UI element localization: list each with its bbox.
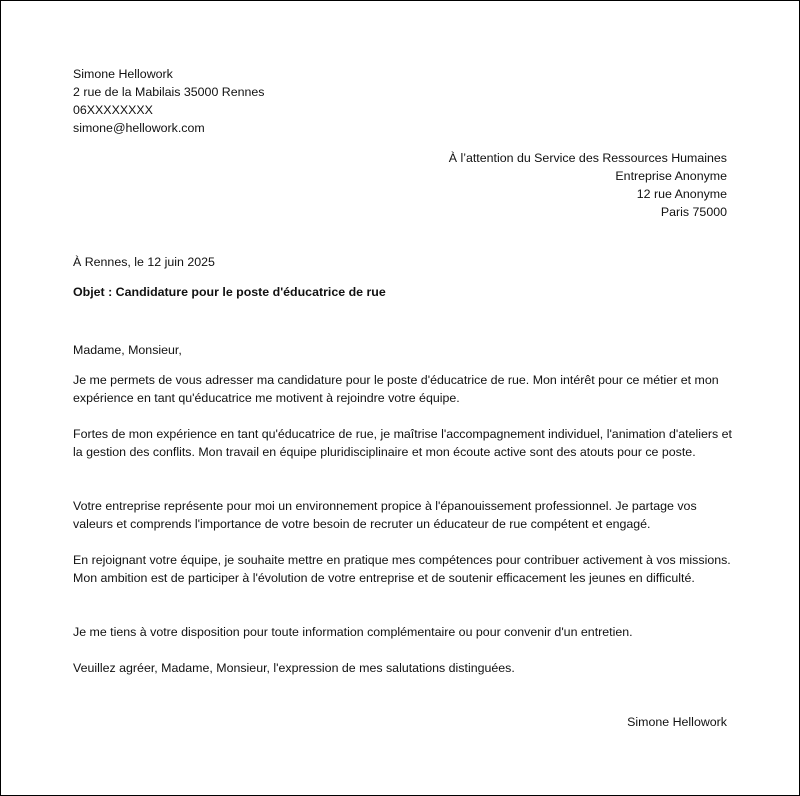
date-line: À Rennes, le 12 juin 2025	[73, 255, 215, 269]
recipient-city: Paris 75000	[660, 205, 727, 219]
recipient-company: Entreprise Anonyme	[615, 169, 727, 183]
subject-line: Objet : Candidature pour le poste d'éducatrice de rue	[73, 285, 386, 299]
recipient-attention: À l’attention du Service des Ressources Humaines	[448, 151, 727, 165]
body-paragraph-4: En rejoignant votre équipe, je souhaite mettre en pratique mes compétences pour contribuer activement à vos missions. Mon ambition est de participer à l'évolution de votre entreprise et de soutenir efficacement les jeunes en difficulté.	[73, 553, 731, 585]
body-paragraph-2: Fortes de mon expérience en tant qu'éducatrice de rue, je maîtrise l'accompagnement individuel, l'animation d'ateliers et la gestion des conflits. Mon travail en équipe pluridisciplinaire et mon écoute active sont des atouts pour ce poste.	[73, 427, 732, 459]
recipient-street: 12 rue Anonyme	[636, 187, 727, 201]
body-paragraph-5: Je me tiens à votre disposition pour toute information complémentaire ou pour convenir d'un entretien.	[73, 625, 633, 639]
sender-name: Simone Hellowork	[73, 67, 173, 81]
salutation: Madame, Monsieur,	[73, 343, 182, 357]
body-paragraph-1: Je me permets de vous adresser ma candidature pour le poste d'éducatrice de rue. Mon intérêt pour ce métier et mon expérience en tant qu'éducatrice me motivent à rejoindre votre équipe.	[73, 373, 719, 405]
sender-address: 2 rue de la Mabilais 35000 Rennes	[73, 85, 265, 99]
body-paragraph-3: Votre entreprise représente pour moi un environnement propice à l'épanouissement professionnel. Je partage vos valeurs et comprends l'importance de votre besoin de recruter un éducateur de rue compétent et engagé.	[73, 499, 697, 531]
sender-email: simone@hellowork.com	[73, 121, 205, 135]
signature: Simone Hellowork	[627, 715, 727, 729]
closing-paragraph: Veuillez agréer, Madame, Monsieur, l'expression de mes salutations distinguées.	[73, 661, 515, 675]
sender-phone: 06XXXXXXXX	[73, 103, 153, 117]
